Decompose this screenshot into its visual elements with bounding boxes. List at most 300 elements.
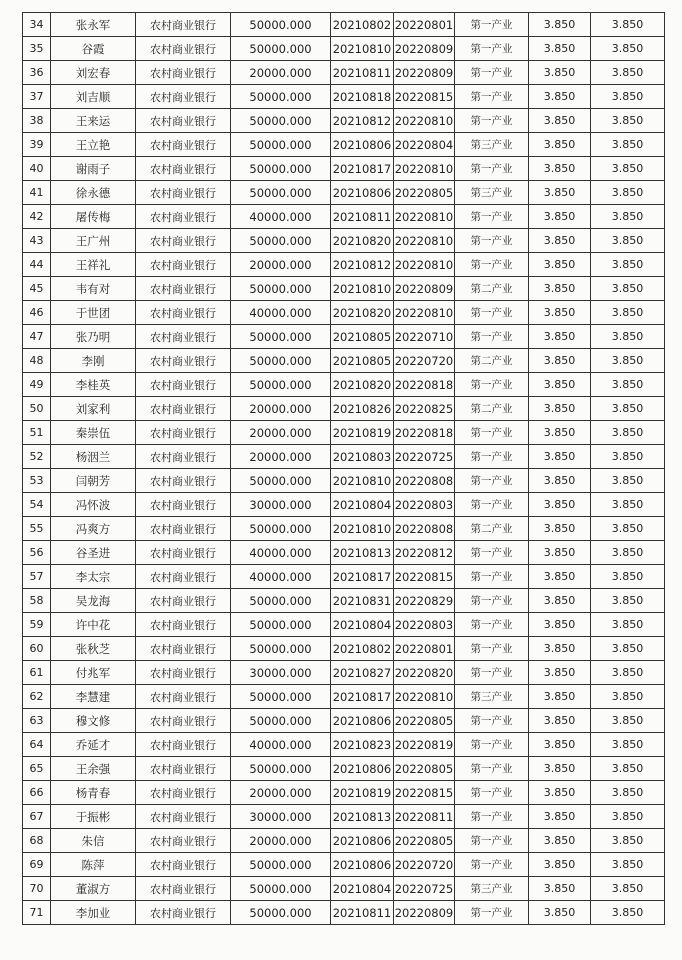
bank-name-cell: 农村商业银行	[136, 469, 231, 493]
subsidy-rate-cell: 3.850	[591, 445, 665, 469]
end-date-cell: 20220815	[394, 565, 455, 589]
borrower-name-cell: 王祥礼	[51, 253, 136, 277]
borrower-name-cell: 屠传梅	[51, 205, 136, 229]
row-number-cell: 64	[23, 733, 51, 757]
subsidy-rate-cell: 3.850	[591, 589, 665, 613]
table-row	[23, 877, 665, 901]
end-date-cell: 20220819	[394, 733, 455, 757]
row-number-cell: 62	[23, 685, 51, 709]
borrower-name-cell: 秦崇伍	[51, 421, 136, 445]
bank-name-cell: 农村商业银行	[136, 61, 231, 85]
interest-rate-cell: 3.850	[529, 373, 591, 397]
loan-amount-cell: 40000.000	[231, 205, 331, 229]
interest-rate-cell: 3.850	[529, 253, 591, 277]
start-date-cell: 20210819	[331, 421, 394, 445]
table-row	[23, 733, 665, 757]
industry-type-cell: 第三产业	[455, 685, 529, 709]
end-date-cell: 20220810	[394, 301, 455, 325]
borrower-name-cell: 陈萍	[51, 853, 136, 877]
row-number-cell: 42	[23, 205, 51, 229]
subsidy-rate-cell: 3.850	[591, 157, 665, 181]
interest-rate-cell: 3.850	[529, 853, 591, 877]
subsidy-rate-cell: 3.850	[591, 565, 665, 589]
interest-rate-cell: 3.850	[529, 805, 591, 829]
end-date-cell: 20220801	[394, 13, 455, 37]
bank-name-cell: 农村商业银行	[136, 13, 231, 37]
subsidy-rate-cell: 3.850	[591, 181, 665, 205]
subsidy-rate-cell: 3.850	[591, 781, 665, 805]
subsidy-rate-cell: 3.850	[591, 853, 665, 877]
interest-rate-cell: 3.850	[529, 133, 591, 157]
industry-type-cell: 第一产业	[455, 109, 529, 133]
subsidy-rate-cell: 3.850	[591, 493, 665, 517]
loan-amount-cell: 20000.000	[231, 253, 331, 277]
loan-amount-cell: 50000.000	[231, 757, 331, 781]
subsidy-rate-cell: 3.850	[591, 301, 665, 325]
bank-name-cell: 农村商业银行	[136, 541, 231, 565]
interest-rate-cell: 3.850	[529, 661, 591, 685]
loan-amount-cell: 20000.000	[231, 397, 331, 421]
industry-type-cell: 第一产业	[455, 589, 529, 613]
loan-amount-cell: 50000.000	[231, 277, 331, 301]
borrower-name-cell: 吴龙海	[51, 589, 136, 613]
row-number-cell: 40	[23, 157, 51, 181]
loan-amount-cell: 50000.000	[231, 13, 331, 37]
loan-amount-cell: 30000.000	[231, 805, 331, 829]
table-row	[23, 469, 665, 493]
start-date-cell: 20210811	[331, 205, 394, 229]
start-date-cell: 20210826	[331, 397, 394, 421]
bank-name-cell: 农村商业银行	[136, 637, 231, 661]
start-date-cell: 20210827	[331, 661, 394, 685]
interest-rate-cell: 3.850	[529, 637, 591, 661]
end-date-cell: 20220810	[394, 109, 455, 133]
table-row	[23, 61, 665, 85]
industry-type-cell: 第一产业	[455, 229, 529, 253]
end-date-cell: 20220818	[394, 373, 455, 397]
bank-name-cell: 农村商业银行	[136, 277, 231, 301]
subsidy-rate-cell: 3.850	[591, 421, 665, 445]
bank-name-cell: 农村商业银行	[136, 901, 231, 925]
row-number-cell: 48	[23, 349, 51, 373]
end-date-cell: 20220803	[394, 493, 455, 517]
row-number-cell: 36	[23, 61, 51, 85]
loan-amount-cell: 50000.000	[231, 901, 331, 925]
subsidy-rate-cell: 3.850	[591, 229, 665, 253]
interest-rate-cell: 3.850	[529, 301, 591, 325]
industry-type-cell: 第一产业	[455, 37, 529, 61]
borrower-name-cell: 杨青春	[51, 781, 136, 805]
loan-amount-cell: 40000.000	[231, 301, 331, 325]
table-row	[23, 661, 665, 685]
loan-amount-cell: 50000.000	[231, 373, 331, 397]
row-number-cell: 70	[23, 877, 51, 901]
interest-rate-cell: 3.850	[529, 565, 591, 589]
interest-rate-cell: 3.850	[529, 445, 591, 469]
end-date-cell: 20220809	[394, 901, 455, 925]
end-date-cell: 20220812	[394, 541, 455, 565]
bank-name-cell: 农村商业银行	[136, 445, 231, 469]
table-row	[23, 373, 665, 397]
subsidy-rate-cell: 3.850	[591, 133, 665, 157]
interest-rate-cell: 3.850	[529, 613, 591, 637]
row-number-cell: 68	[23, 829, 51, 853]
borrower-name-cell: 刘宏春	[51, 61, 136, 85]
start-date-cell: 20210805	[331, 349, 394, 373]
end-date-cell: 20220810	[394, 253, 455, 277]
loan-amount-cell: 50000.000	[231, 109, 331, 133]
start-date-cell: 20210817	[331, 157, 394, 181]
loan-amount-cell: 50000.000	[231, 685, 331, 709]
start-date-cell: 20210806	[331, 853, 394, 877]
industry-type-cell: 第三产业	[455, 133, 529, 157]
bank-name-cell: 农村商业银行	[136, 133, 231, 157]
bank-name-cell: 农村商业银行	[136, 205, 231, 229]
end-date-cell: 20220805	[394, 181, 455, 205]
start-date-cell: 20210819	[331, 781, 394, 805]
subsidy-rate-cell: 3.850	[591, 397, 665, 421]
industry-type-cell: 第一产业	[455, 613, 529, 637]
table-row	[23, 253, 665, 277]
table-row	[23, 229, 665, 253]
table-row	[23, 421, 665, 445]
row-number-cell: 39	[23, 133, 51, 157]
borrower-name-cell: 徐永德	[51, 181, 136, 205]
table-row	[23, 277, 665, 301]
industry-type-cell: 第一产业	[455, 445, 529, 469]
interest-rate-cell: 3.850	[529, 733, 591, 757]
row-number-cell: 59	[23, 613, 51, 637]
loan-amount-cell: 30000.000	[231, 493, 331, 517]
start-date-cell: 20210811	[331, 901, 394, 925]
table-row	[23, 397, 665, 421]
table-row	[23, 445, 665, 469]
end-date-cell: 20220825	[394, 397, 455, 421]
end-date-cell: 20220805	[394, 709, 455, 733]
industry-type-cell: 第一产业	[455, 709, 529, 733]
borrower-name-cell: 付兆军	[51, 661, 136, 685]
subsidy-rate-cell: 3.850	[591, 541, 665, 565]
borrower-name-cell: 刘吉顺	[51, 85, 136, 109]
start-date-cell: 20210813	[331, 805, 394, 829]
borrower-name-cell: 李慧建	[51, 685, 136, 709]
end-date-cell: 20220815	[394, 781, 455, 805]
bank-name-cell: 农村商业银行	[136, 37, 231, 61]
loan-amount-cell: 50000.000	[231, 853, 331, 877]
bank-name-cell: 农村商业银行	[136, 229, 231, 253]
industry-type-cell: 第一产业	[455, 541, 529, 565]
table-row	[23, 709, 665, 733]
start-date-cell: 20210806	[331, 709, 394, 733]
row-number-cell: 66	[23, 781, 51, 805]
end-date-cell: 20220710	[394, 325, 455, 349]
end-date-cell: 20220815	[394, 85, 455, 109]
bank-name-cell: 农村商业银行	[136, 589, 231, 613]
interest-rate-cell: 3.850	[529, 157, 591, 181]
bank-name-cell: 农村商业银行	[136, 877, 231, 901]
industry-type-cell: 第一产业	[455, 637, 529, 661]
start-date-cell: 20210818	[331, 85, 394, 109]
industry-type-cell: 第二产业	[455, 517, 529, 541]
table-row	[23, 805, 665, 829]
loan-amount-cell: 50000.000	[231, 85, 331, 109]
loan-amount-cell: 30000.000	[231, 661, 331, 685]
row-number-cell: 57	[23, 565, 51, 589]
industry-type-cell: 第一产业	[455, 661, 529, 685]
row-number-cell: 63	[23, 709, 51, 733]
start-date-cell: 20210810	[331, 277, 394, 301]
industry-type-cell: 第一产业	[455, 829, 529, 853]
bank-name-cell: 农村商业银行	[136, 781, 231, 805]
borrower-name-cell: 乔延才	[51, 733, 136, 757]
industry-type-cell: 第一产业	[455, 325, 529, 349]
bank-name-cell: 农村商业银行	[136, 109, 231, 133]
bank-name-cell: 农村商业银行	[136, 373, 231, 397]
start-date-cell: 20210803	[331, 445, 394, 469]
interest-rate-cell: 3.850	[529, 781, 591, 805]
interest-rate-cell: 3.850	[529, 277, 591, 301]
borrower-name-cell: 王广州	[51, 229, 136, 253]
start-date-cell: 20210806	[331, 829, 394, 853]
subsidy-rate-cell: 3.850	[591, 901, 665, 925]
bank-name-cell: 农村商业银行	[136, 565, 231, 589]
subsidy-rate-cell: 3.850	[591, 205, 665, 229]
borrower-name-cell: 李刚	[51, 349, 136, 373]
table-row	[23, 829, 665, 853]
industry-type-cell: 第一产业	[455, 901, 529, 925]
interest-rate-cell: 3.850	[529, 13, 591, 37]
start-date-cell: 20210806	[331, 181, 394, 205]
loan-amount-cell: 50000.000	[231, 469, 331, 493]
interest-rate-cell: 3.850	[529, 205, 591, 229]
loan-amount-cell: 50000.000	[231, 229, 331, 253]
table-row	[23, 109, 665, 133]
borrower-name-cell: 王余强	[51, 757, 136, 781]
borrower-name-cell: 张永军	[51, 13, 136, 37]
start-date-cell: 20210810	[331, 469, 394, 493]
borrower-name-cell: 冯爽方	[51, 517, 136, 541]
start-date-cell: 20210820	[331, 373, 394, 397]
bank-name-cell: 农村商业银行	[136, 733, 231, 757]
borrower-name-cell: 闫朝芳	[51, 469, 136, 493]
loan-amount-cell: 40000.000	[231, 565, 331, 589]
end-date-cell: 20220804	[394, 133, 455, 157]
start-date-cell: 20210811	[331, 61, 394, 85]
borrower-name-cell: 李太宗	[51, 565, 136, 589]
row-number-cell: 50	[23, 397, 51, 421]
bank-name-cell: 农村商业银行	[136, 349, 231, 373]
interest-rate-cell: 3.850	[529, 829, 591, 853]
bank-name-cell: 农村商业银行	[136, 493, 231, 517]
table-row	[23, 517, 665, 541]
end-date-cell: 20220805	[394, 757, 455, 781]
industry-type-cell: 第一产业	[455, 373, 529, 397]
interest-rate-cell: 3.850	[529, 61, 591, 85]
subsidy-rate-cell: 3.850	[591, 61, 665, 85]
end-date-cell: 20220809	[394, 37, 455, 61]
row-number-cell: 38	[23, 109, 51, 133]
table-row	[23, 133, 665, 157]
bank-name-cell: 农村商业银行	[136, 85, 231, 109]
interest-rate-cell: 3.850	[529, 85, 591, 109]
start-date-cell: 20210817	[331, 685, 394, 709]
borrower-name-cell: 张乃明	[51, 325, 136, 349]
interest-rate-cell: 3.850	[529, 877, 591, 901]
row-number-cell: 35	[23, 37, 51, 61]
borrower-name-cell: 董淑方	[51, 877, 136, 901]
loan-amount-cell: 20000.000	[231, 61, 331, 85]
industry-type-cell: 第一产业	[455, 301, 529, 325]
subsidy-rate-cell: 3.850	[591, 469, 665, 493]
subsidy-rate-cell: 3.850	[591, 325, 665, 349]
loan-amount-cell: 50000.000	[231, 613, 331, 637]
row-number-cell: 65	[23, 757, 51, 781]
start-date-cell: 20210802	[331, 13, 394, 37]
row-number-cell: 45	[23, 277, 51, 301]
end-date-cell: 20220805	[394, 829, 455, 853]
table-row	[23, 205, 665, 229]
table-row	[23, 901, 665, 925]
borrower-name-cell: 于世团	[51, 301, 136, 325]
borrower-name-cell: 许中花	[51, 613, 136, 637]
row-number-cell: 34	[23, 13, 51, 37]
row-number-cell: 55	[23, 517, 51, 541]
industry-type-cell: 第一产业	[455, 469, 529, 493]
subsidy-rate-cell: 3.850	[591, 85, 665, 109]
table-row	[23, 757, 665, 781]
row-number-cell: 56	[23, 541, 51, 565]
row-number-cell: 67	[23, 805, 51, 829]
industry-type-cell: 第一产业	[455, 205, 529, 229]
row-number-cell: 44	[23, 253, 51, 277]
end-date-cell: 20220829	[394, 589, 455, 613]
bank-name-cell: 农村商业银行	[136, 757, 231, 781]
borrower-name-cell: 杨洇兰	[51, 445, 136, 469]
end-date-cell: 20220810	[394, 157, 455, 181]
table-row	[23, 13, 665, 37]
bank-name-cell: 农村商业银行	[136, 661, 231, 685]
start-date-cell: 20210804	[331, 493, 394, 517]
row-number-cell: 54	[23, 493, 51, 517]
bank-name-cell: 农村商业银行	[136, 421, 231, 445]
industry-type-cell: 第一产业	[455, 61, 529, 85]
industry-type-cell: 第一产业	[455, 853, 529, 877]
borrower-name-cell: 于振彬	[51, 805, 136, 829]
table-row	[23, 349, 665, 373]
start-date-cell: 20210817	[331, 565, 394, 589]
industry-type-cell: 第一产业	[455, 421, 529, 445]
subsidy-rate-cell: 3.850	[591, 277, 665, 301]
loan-amount-cell: 50000.000	[231, 589, 331, 613]
industry-type-cell: 第一产业	[455, 157, 529, 181]
start-date-cell: 20210813	[331, 541, 394, 565]
industry-type-cell: 第一产业	[455, 757, 529, 781]
industry-type-cell: 第二产业	[455, 397, 529, 421]
end-date-cell: 20220810	[394, 685, 455, 709]
interest-rate-cell: 3.850	[529, 541, 591, 565]
row-number-cell: 61	[23, 661, 51, 685]
interest-rate-cell: 3.850	[529, 37, 591, 61]
interest-rate-cell: 3.850	[529, 709, 591, 733]
loan-table	[22, 12, 665, 925]
start-date-cell: 20210810	[331, 37, 394, 61]
bank-name-cell: 农村商业银行	[136, 181, 231, 205]
borrower-name-cell: 谷圣进	[51, 541, 136, 565]
subsidy-rate-cell: 3.850	[591, 685, 665, 709]
end-date-cell: 20220803	[394, 613, 455, 637]
loan-amount-cell: 50000.000	[231, 157, 331, 181]
borrower-name-cell: 李桂英	[51, 373, 136, 397]
start-date-cell: 20210802	[331, 637, 394, 661]
subsidy-rate-cell: 3.850	[591, 373, 665, 397]
loan-amount-cell: 50000.000	[231, 877, 331, 901]
table-row	[23, 589, 665, 613]
loan-amount-cell: 50000.000	[231, 709, 331, 733]
subsidy-rate-cell: 3.850	[591, 661, 665, 685]
subsidy-rate-cell: 3.850	[591, 805, 665, 829]
row-number-cell: 51	[23, 421, 51, 445]
start-date-cell: 20210812	[331, 253, 394, 277]
subsidy-rate-cell: 3.850	[591, 37, 665, 61]
loan-amount-cell: 50000.000	[231, 181, 331, 205]
loan-amount-cell: 40000.000	[231, 541, 331, 565]
end-date-cell: 20220720	[394, 853, 455, 877]
borrower-name-cell: 冯怀波	[51, 493, 136, 517]
end-date-cell: 20220808	[394, 469, 455, 493]
interest-rate-cell: 3.850	[529, 469, 591, 493]
interest-rate-cell: 3.850	[529, 493, 591, 517]
end-date-cell: 20220725	[394, 445, 455, 469]
end-date-cell: 20220810	[394, 229, 455, 253]
subsidy-rate-cell: 3.850	[591, 13, 665, 37]
interest-rate-cell: 3.850	[529, 181, 591, 205]
end-date-cell: 20220808	[394, 517, 455, 541]
row-number-cell: 46	[23, 301, 51, 325]
interest-rate-cell: 3.850	[529, 397, 591, 421]
subsidy-rate-cell: 3.850	[591, 253, 665, 277]
loan-amount-cell: 20000.000	[231, 421, 331, 445]
table-row	[23, 325, 665, 349]
subsidy-rate-cell: 3.850	[591, 109, 665, 133]
industry-type-cell: 第三产业	[455, 877, 529, 901]
table-row	[23, 85, 665, 109]
start-date-cell: 20210806	[331, 133, 394, 157]
start-date-cell: 20210812	[331, 109, 394, 133]
table-row	[23, 157, 665, 181]
table-row	[23, 301, 665, 325]
industry-type-cell: 第一产业	[455, 805, 529, 829]
subsidy-rate-cell: 3.850	[591, 613, 665, 637]
table-row	[23, 853, 665, 877]
bank-name-cell: 农村商业银行	[136, 853, 231, 877]
bank-name-cell: 农村商业银行	[136, 253, 231, 277]
end-date-cell: 20220811	[394, 805, 455, 829]
table-row	[23, 685, 665, 709]
end-date-cell: 20220818	[394, 421, 455, 445]
table-row	[23, 37, 665, 61]
table-row	[23, 781, 665, 805]
industry-type-cell: 第一产业	[455, 733, 529, 757]
interest-rate-cell: 3.850	[529, 901, 591, 925]
subsidy-rate-cell: 3.850	[591, 829, 665, 853]
interest-rate-cell: 3.850	[529, 757, 591, 781]
bank-name-cell: 农村商业银行	[136, 157, 231, 181]
row-number-cell: 69	[23, 853, 51, 877]
subsidy-rate-cell: 3.850	[591, 349, 665, 373]
bank-name-cell: 农村商业银行	[136, 685, 231, 709]
start-date-cell: 20210823	[331, 733, 394, 757]
bank-name-cell: 农村商业银行	[136, 397, 231, 421]
